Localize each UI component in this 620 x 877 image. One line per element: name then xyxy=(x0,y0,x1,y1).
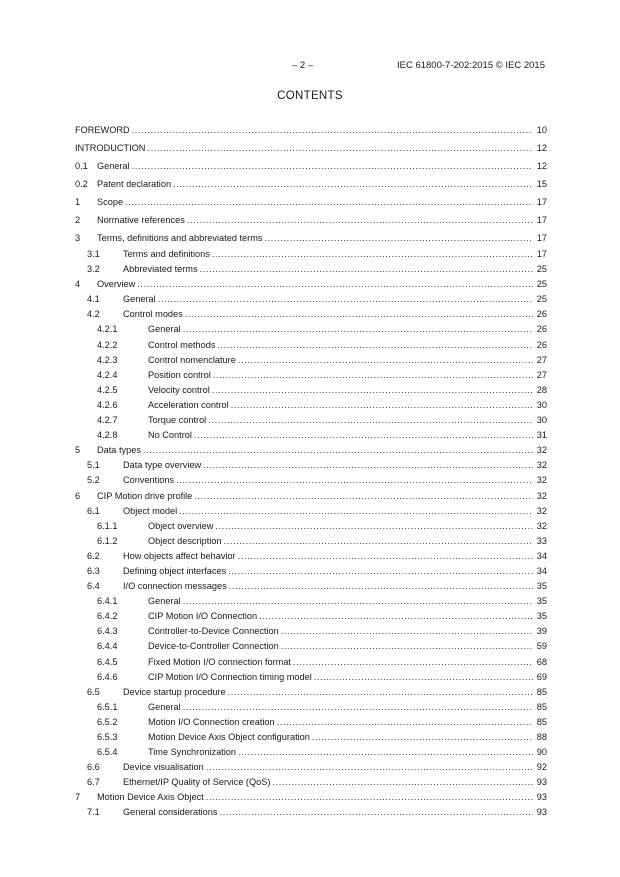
toc-entry-number: 6.1.2 xyxy=(97,535,118,546)
table-of-contents xyxy=(75,121,547,821)
toc-leader-dots xyxy=(179,504,533,519)
toc-entry-number: 6.5.1 xyxy=(97,701,118,712)
toc-leader-dots xyxy=(183,594,533,609)
toc-entry-page: 35 xyxy=(536,611,547,622)
toc-entry[interactable] xyxy=(75,368,547,383)
page-title: CONTENTS xyxy=(277,90,343,102)
toc-entry[interactable] xyxy=(75,609,547,624)
toc-entry-page: 15 xyxy=(536,179,547,189)
toc-entry-title: Data types xyxy=(97,445,141,456)
toc-entry-title: How objects affect behavior xyxy=(123,550,236,561)
toc-entry-number: 6.4.2 xyxy=(97,611,118,622)
toc-entry[interactable] xyxy=(75,534,547,549)
toc-leader-dots xyxy=(194,428,533,443)
toc-entry-title: I/O connection messages xyxy=(123,581,227,592)
toc-entry-page: 32 xyxy=(536,505,547,516)
toc-entry-number: 6.4.1 xyxy=(97,596,118,607)
toc-entry[interactable] xyxy=(75,383,547,398)
toc-entry[interactable] xyxy=(75,292,547,307)
toc-entry[interactable] xyxy=(75,157,547,175)
toc-entry-page: 35 xyxy=(536,596,547,607)
toc-entry-number: 5.1 xyxy=(87,460,100,471)
toc-entry-number: 6.3 xyxy=(87,565,100,576)
toc-entry-title: Terms, definitions and abbreviated terms xyxy=(97,233,263,243)
toc-leader-dots xyxy=(206,760,533,775)
toc-entry-page: 34 xyxy=(536,550,547,561)
toc-entry[interactable] xyxy=(75,549,547,564)
toc-entry[interactable] xyxy=(75,745,547,760)
toc-leader-dots xyxy=(158,292,533,307)
toc-entry-title: No Control xyxy=(148,430,192,441)
toc-entry[interactable] xyxy=(75,473,547,488)
toc-entry-number: 2 xyxy=(75,215,81,225)
toc-entry-page: 26 xyxy=(536,309,547,320)
toc-entry-title: General xyxy=(97,161,130,171)
toc-entry-number: 4.2.7 xyxy=(97,415,118,426)
toc-entry[interactable] xyxy=(75,338,547,353)
toc-entry[interactable] xyxy=(75,805,547,820)
toc-entry[interactable] xyxy=(75,229,547,247)
toc-entry-number: 6.5 xyxy=(87,686,100,697)
toc-entry-number: 6.4.6 xyxy=(97,671,118,682)
toc-entry-number: 6.4 xyxy=(87,581,100,592)
toc-entry[interactable] xyxy=(75,730,547,745)
toc-entry[interactable] xyxy=(75,413,547,428)
toc-entry[interactable] xyxy=(75,790,547,805)
toc-entry-number: 6.4.5 xyxy=(97,656,118,667)
toc-leader-dots xyxy=(187,211,533,229)
toc-entry[interactable] xyxy=(75,121,547,139)
toc-entry-number: 7 xyxy=(75,792,81,803)
toc-entry-page: 32 xyxy=(536,460,547,471)
toc-entry-number: 0.2 xyxy=(75,179,88,189)
toc-entry-page: 28 xyxy=(536,384,547,395)
toc-leader-dots xyxy=(281,639,533,654)
toc-entry-title: Object model xyxy=(123,505,178,516)
toc-leader-dots xyxy=(229,579,533,594)
toc-entry-page: 93 xyxy=(536,792,547,803)
toc-entry-page: 32 xyxy=(536,475,547,486)
toc-leader-dots xyxy=(200,262,533,277)
toc-entry-number: 5 xyxy=(75,445,81,456)
toc-entry-number: 6.1.1 xyxy=(97,520,118,531)
toc-leader-dots xyxy=(217,338,533,353)
toc-entry-title: INTRODUCTION xyxy=(75,143,146,153)
toc-entry-page: 59 xyxy=(536,641,547,652)
toc-entry-number: 4.2.5 xyxy=(97,384,118,395)
toc-entry-number: 4.2 xyxy=(87,309,100,320)
toc-entry-number: 5.2 xyxy=(87,475,100,486)
page-number-label: – 2 – xyxy=(292,60,314,71)
toc-entry-page: 34 xyxy=(536,565,547,576)
toc-entry[interactable] xyxy=(75,277,547,292)
toc-entry-page: 31 xyxy=(536,430,547,441)
toc-entry-page: 12 xyxy=(536,143,547,153)
toc-entry-number: 4.2.3 xyxy=(97,354,118,365)
toc-leader-dots xyxy=(173,175,533,193)
toc-entry[interactable] xyxy=(75,307,547,322)
toc-entry-page: 32 xyxy=(536,445,547,456)
toc-entry-number: 6.2 xyxy=(87,550,100,561)
toc-entry-page: 85 xyxy=(536,686,547,697)
toc-entry[interactable] xyxy=(75,700,547,715)
toc-leader-dots xyxy=(183,700,533,715)
toc-entry[interactable] xyxy=(75,353,547,368)
toc-entry-title: Conventions xyxy=(123,475,175,486)
toc-entry-title: Normative references xyxy=(97,215,185,225)
toc-entry-number: 6.4.4 xyxy=(97,641,118,652)
toc-leader-dots xyxy=(185,307,533,322)
toc-entry-page: 39 xyxy=(536,626,547,637)
toc-entry-number: 6.5.4 xyxy=(97,747,118,758)
toc-entry-number: 3.2 xyxy=(87,264,100,275)
toc-leader-dots xyxy=(238,549,533,564)
toc-entry-title: Fixed Motion I/O connection format xyxy=(148,656,291,667)
toc-leader-dots xyxy=(183,322,533,337)
toc-entry-title: Motion Device Axis Object xyxy=(97,792,204,803)
toc-entry-title: CIP Motion I/O Connection xyxy=(148,611,258,622)
toc-leader-dots xyxy=(238,745,533,760)
toc-leader-dots xyxy=(176,473,533,488)
toc-entry-number: 7.1 xyxy=(87,807,100,818)
toc-entry-number: 4.2.6 xyxy=(97,399,118,410)
toc-entry-title: Scope xyxy=(97,197,124,207)
toc-entry-page: 26 xyxy=(536,339,547,350)
toc-entry-number: 4.2.4 xyxy=(97,369,118,380)
toc-entry-title: Object overview xyxy=(148,520,214,531)
toc-entry-title: Patent declaration xyxy=(97,179,172,189)
toc-entry[interactable] xyxy=(75,175,547,193)
toc-entry-number: 4.1 xyxy=(87,294,100,305)
toc-entry-number: 6 xyxy=(75,490,81,501)
toc-entry-number: 6.1 xyxy=(87,505,100,516)
toc-entry-page: 85 xyxy=(536,716,547,727)
toc-leader-dots xyxy=(212,383,533,398)
toc-entry-page: 68 xyxy=(536,656,547,667)
toc-entry-page: 32 xyxy=(536,490,547,501)
toc-leader-dots xyxy=(228,685,533,700)
toc-entry-number: 4.2.8 xyxy=(97,430,118,441)
toc-entry[interactable] xyxy=(75,775,547,790)
toc-entry-title: Acceleration control xyxy=(148,399,229,410)
toc-entry-page: 30 xyxy=(536,399,547,410)
toc-entry-page: 12 xyxy=(536,161,547,171)
toc-entry-number: 6.7 xyxy=(87,777,100,788)
toc-entry-page: 25 xyxy=(536,279,547,290)
toc-entry-title: CIP Motion drive profile xyxy=(97,490,193,501)
toc-entry[interactable] xyxy=(75,322,547,337)
toc-entry-page: 88 xyxy=(536,732,547,742)
toc-entry-title: Position control xyxy=(148,369,211,380)
toc-entry-title: General xyxy=(148,701,181,712)
toc-entry-page: 30 xyxy=(536,415,547,426)
toc-entry[interactable] xyxy=(75,760,547,775)
toc-entry-page: 27 xyxy=(536,354,547,365)
toc-entry-page: 27 xyxy=(536,369,547,380)
toc-entry-page: 85 xyxy=(536,701,547,712)
toc-entry-title: FOREWORD xyxy=(75,125,130,135)
toc-entry-number: 6.5.2 xyxy=(97,716,118,727)
toc-leader-dots xyxy=(194,489,533,504)
toc-entry-page: 69 xyxy=(536,671,547,682)
toc-leader-dots xyxy=(208,413,533,428)
toc-entry[interactable] xyxy=(75,489,547,504)
toc-entry-page: 26 xyxy=(536,324,547,335)
toc-leader-dots xyxy=(231,398,533,413)
toc-entry-title: Device startup procedure xyxy=(123,686,226,697)
toc-leader-dots xyxy=(312,730,533,745)
toc-leader-dots xyxy=(125,193,533,211)
toc-entry-page: 33 xyxy=(536,535,547,546)
toc-leader-dots xyxy=(143,443,533,458)
toc-entry[interactable] xyxy=(75,504,547,519)
toc-leader-dots xyxy=(213,368,533,383)
toc-leader-dots xyxy=(277,715,533,730)
toc-entry-title: Device visualisation xyxy=(123,762,204,773)
toc-leader-dots xyxy=(272,775,533,790)
toc-entry-number: 4.2.1 xyxy=(97,324,118,335)
toc-entry[interactable] xyxy=(75,655,547,670)
toc-entry[interactable] xyxy=(75,443,547,458)
toc-entry-title: Control methods xyxy=(148,339,216,350)
toc-entry[interactable] xyxy=(75,262,547,277)
standard-reference: IEC 61800-7-202:2015 © IEC 2015 xyxy=(396,60,545,71)
toc-entry[interactable] xyxy=(75,594,547,609)
toc-entry-page: 17 xyxy=(536,197,547,207)
toc-entry-title: CIP Motion I/O Connection timing model xyxy=(148,671,312,682)
toc-entry-title: Motion I/O Connection creation xyxy=(148,716,275,727)
toc-entry-number: 6.5.3 xyxy=(97,732,118,742)
toc-entry-page: 25 xyxy=(536,294,547,305)
toc-entry-page: 93 xyxy=(536,777,547,788)
toc-entry-title: Object description xyxy=(148,535,222,546)
toc-entry[interactable] xyxy=(75,579,547,594)
toc-entry-page: 17 xyxy=(536,233,547,243)
toc-leader-dots xyxy=(293,655,533,670)
toc-entry-title: Time Synchronization xyxy=(148,747,236,758)
toc-entry-page: 32 xyxy=(536,520,547,531)
toc-entry[interactable] xyxy=(75,624,547,639)
toc-entry-title: Torque control xyxy=(148,415,207,426)
toc-entry[interactable] xyxy=(75,211,547,229)
toc-entry[interactable] xyxy=(75,519,547,534)
toc-entry-number: 3.1 xyxy=(87,249,100,259)
toc-entry-number: 1 xyxy=(75,197,81,207)
toc-entry[interactable] xyxy=(75,398,547,413)
toc-entry-number: 6.4.3 xyxy=(97,626,118,637)
toc-entry-title: Motion Device Axis Object configuration xyxy=(148,732,310,742)
toc-entry-number: 4 xyxy=(75,279,81,290)
toc-entry-page: 93 xyxy=(536,807,547,818)
toc-entry-number: 3 xyxy=(75,233,81,243)
toc-leader-dots xyxy=(203,458,533,473)
toc-leader-dots xyxy=(212,247,533,262)
toc-entry[interactable] xyxy=(75,715,547,730)
toc-entry-title: Defining object interfaces xyxy=(123,565,227,576)
toc-entry[interactable] xyxy=(75,193,547,211)
toc-leader-dots xyxy=(137,277,533,292)
toc-leader-dots xyxy=(228,564,533,579)
toc-leader-dots xyxy=(314,670,533,685)
toc-entry-title: General xyxy=(148,596,181,607)
toc-entry-title: Velocity control xyxy=(148,384,210,395)
toc-entry-title: Device-to-Controller Connection xyxy=(148,641,279,652)
toc-entry[interactable] xyxy=(75,247,547,262)
toc-entry-page: 10 xyxy=(536,125,547,135)
toc-entry[interactable] xyxy=(75,428,547,443)
toc-leader-dots xyxy=(219,805,533,820)
toc-entry-title: Controller-to-Device Connection xyxy=(148,626,279,637)
toc-leader-dots xyxy=(132,157,533,175)
toc-entry-title: Terms and definitions xyxy=(123,249,210,259)
toc-entry-title: Abbreviated terms xyxy=(123,264,198,275)
toc-leader-dots xyxy=(259,609,533,624)
toc-leader-dots xyxy=(264,229,533,247)
toc-entry[interactable] xyxy=(75,685,547,700)
toc-leader-dots xyxy=(238,353,533,368)
toc-leader-dots xyxy=(147,139,533,157)
toc-entry[interactable] xyxy=(75,670,547,685)
toc-entry-title: Control nomenclature xyxy=(148,354,236,365)
toc-entry[interactable] xyxy=(75,139,547,157)
page-header xyxy=(0,60,620,74)
toc-entry[interactable] xyxy=(75,639,547,654)
toc-entry-number: 6.6 xyxy=(87,762,100,773)
toc-entry-page: 25 xyxy=(536,264,547,275)
toc-leader-dots xyxy=(206,790,533,805)
toc-entry-title: Control modes xyxy=(123,309,183,320)
toc-entry-number: 4.2.2 xyxy=(97,339,118,350)
toc-entry-title: Data type overview xyxy=(123,460,202,471)
toc-entry-number: 0.1 xyxy=(75,161,88,171)
toc-entry-page: 90 xyxy=(536,747,547,758)
toc-entry[interactable] xyxy=(75,458,547,473)
toc-leader-dots xyxy=(224,534,533,549)
toc-entry-page: 17 xyxy=(536,249,547,259)
toc-entry-page: 92 xyxy=(536,762,547,773)
toc-entry[interactable] xyxy=(75,564,547,579)
toc-entry-title: General xyxy=(123,294,156,305)
toc-leader-dots xyxy=(132,121,533,139)
toc-leader-dots xyxy=(215,519,533,534)
toc-entry-page: 17 xyxy=(536,215,547,225)
toc-entry-title: General considerations xyxy=(123,807,218,818)
toc-entry-title: General xyxy=(148,324,181,335)
toc-entry-title: Ethernet/IP Quality of Service (QoS) xyxy=(123,777,271,788)
toc-entry-page: 35 xyxy=(536,581,547,592)
toc-entry-title: Overview xyxy=(97,279,136,290)
toc-leader-dots xyxy=(281,624,533,639)
